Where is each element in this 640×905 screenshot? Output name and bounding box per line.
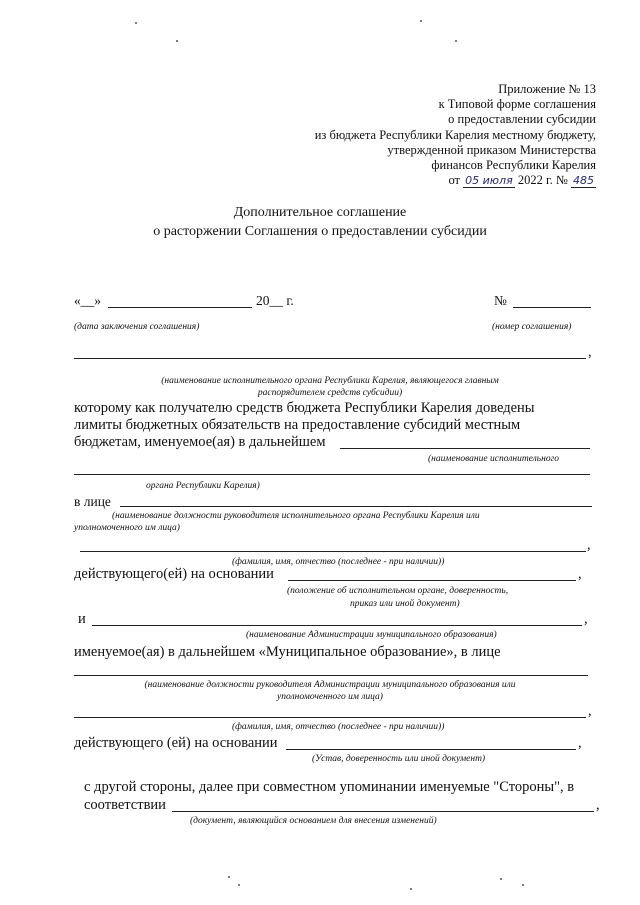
header-line: Приложение № 13 — [498, 82, 596, 96]
named-as-blank-2 — [74, 474, 590, 475]
comma: , — [588, 344, 592, 360]
agreement-year: 20__ г. — [256, 293, 294, 308]
scan-speck — [228, 876, 230, 878]
acting-basis-label: действующего(ей) на основании — [74, 566, 274, 582]
executive-organ-blank — [74, 358, 586, 359]
caption-line: уполномоченного им лица) — [277, 692, 383, 702]
title-line-1: Дополнительное соглашение — [233, 205, 407, 220]
header-line: о предоставлении субсидии — [448, 112, 596, 127]
caption-basis: (положение об исполнительном органе, доверенность, — [287, 586, 509, 596]
scan-speck — [500, 878, 502, 880]
number-sign: № — [494, 293, 507, 308]
date-caption: (дата заключения соглашения) — [74, 322, 200, 332]
administration-blank — [92, 625, 582, 626]
caption-line: распорядителем средств субсидии) — [257, 388, 403, 398]
comma: , — [587, 537, 591, 553]
handwritten-date: 05 июля — [465, 174, 513, 188]
paragraph-line: бюджетам, именуемое(ая) в дальнейшем — [74, 434, 326, 450]
header-line: утвержденной приказом Министерства — [387, 142, 596, 157]
scan-speck — [410, 888, 412, 890]
document-basis-blank — [172, 811, 594, 812]
paragraph-recipient — [74, 400, 594, 451]
title-line-2: о расторжении Соглашения о предоставлении субсидии — [153, 224, 487, 239]
caption-basis-2: приказ или иной документ) — [350, 599, 460, 609]
scan-speck — [176, 40, 178, 42]
accordance-label: соответствии — [84, 797, 166, 813]
named-municipal-text: именуемое(ая) в дальнейшем «Муниципальное образование», в лице — [74, 644, 501, 660]
admin-position-blank — [74, 675, 588, 676]
comma: , — [596, 797, 600, 813]
paragraph-line: лимиты бюджетных обязательств на предоставление субсидий местным — [74, 417, 521, 433]
caption-administration: (наименование Администрации муниципального образования) — [246, 630, 497, 640]
comma: , — [578, 566, 582, 582]
scan-speck — [135, 22, 137, 24]
fio-blank-2 — [74, 717, 586, 718]
scan-speck — [238, 884, 240, 886]
caption-fio: (фамилия, имя, отчество (последнее - при наличии)) — [232, 557, 445, 567]
agreement-date-quote: «__» — [74, 293, 101, 308]
caption-basis-charter: (Устав, доверенность или иной документ) — [312, 754, 486, 764]
caption-name-executive-2: органа Республики Карелия) — [146, 481, 260, 491]
other-side-text: с другой стороны, далее при совместном упоминании именуемые "Стороны", в — [84, 779, 575, 795]
paragraph-line: которому как получателю средств бюджета Республики Карелия доведены — [74, 400, 535, 416]
agreement-number-blank — [513, 307, 591, 308]
basis-blank — [288, 580, 576, 581]
caption-executive-organ — [0, 375, 640, 399]
date-suffix: 2022 г. № — [517, 173, 568, 188]
date-prefix: от — [448, 173, 461, 188]
caption-admin-position — [0, 679, 640, 703]
acting-basis-label-2: действующего (ей) на основании — [74, 735, 278, 751]
in-person-label: в лице — [74, 494, 111, 509]
basis-blank-2 — [286, 749, 576, 750]
scan-speck — [455, 40, 457, 42]
comma: , — [588, 703, 592, 719]
scan-speck — [522, 884, 524, 886]
position-blank — [120, 506, 592, 507]
handwritten-order-number: 485 — [573, 174, 594, 188]
header-line: из бюджета Республики Карелия местному бюджету, — [314, 127, 596, 142]
named-as-blank — [340, 448, 590, 449]
header-date-line — [266, 173, 596, 188]
number-caption: (номер соглашения) — [492, 322, 572, 332]
caption-name-executive: (наименование исполнительного — [428, 454, 560, 464]
caption-fio-2: (фамилия, имя, отчество (последнее - при наличии)) — [232, 722, 445, 732]
caption-position-2: уполномоченного им лица) — [74, 523, 180, 533]
fio-blank — [80, 551, 586, 552]
caption-document-basis: (документ, являющийся основанием для внесения изменений) — [190, 816, 437, 826]
scan-speck — [420, 20, 422, 22]
comma: , — [578, 735, 582, 751]
caption-position: (наименование должности руководителя исполнительного органа Республики Карелия или — [112, 511, 480, 521]
header-line: к Типовой форме соглашения — [438, 97, 596, 112]
and-label: и — [78, 611, 86, 627]
header-line: финансов Республики Карелия — [431, 158, 596, 173]
document-title — [0, 203, 640, 241]
caption-line: (наименование должности руководителя Администрации муниципального образования или — [144, 680, 516, 690]
comma: , — [584, 611, 588, 627]
appendix-header — [266, 82, 596, 188]
date-month-blank — [108, 307, 252, 308]
caption-line: (наименование исполнительного органа Республики Карелия, являющегося главным — [161, 376, 499, 386]
